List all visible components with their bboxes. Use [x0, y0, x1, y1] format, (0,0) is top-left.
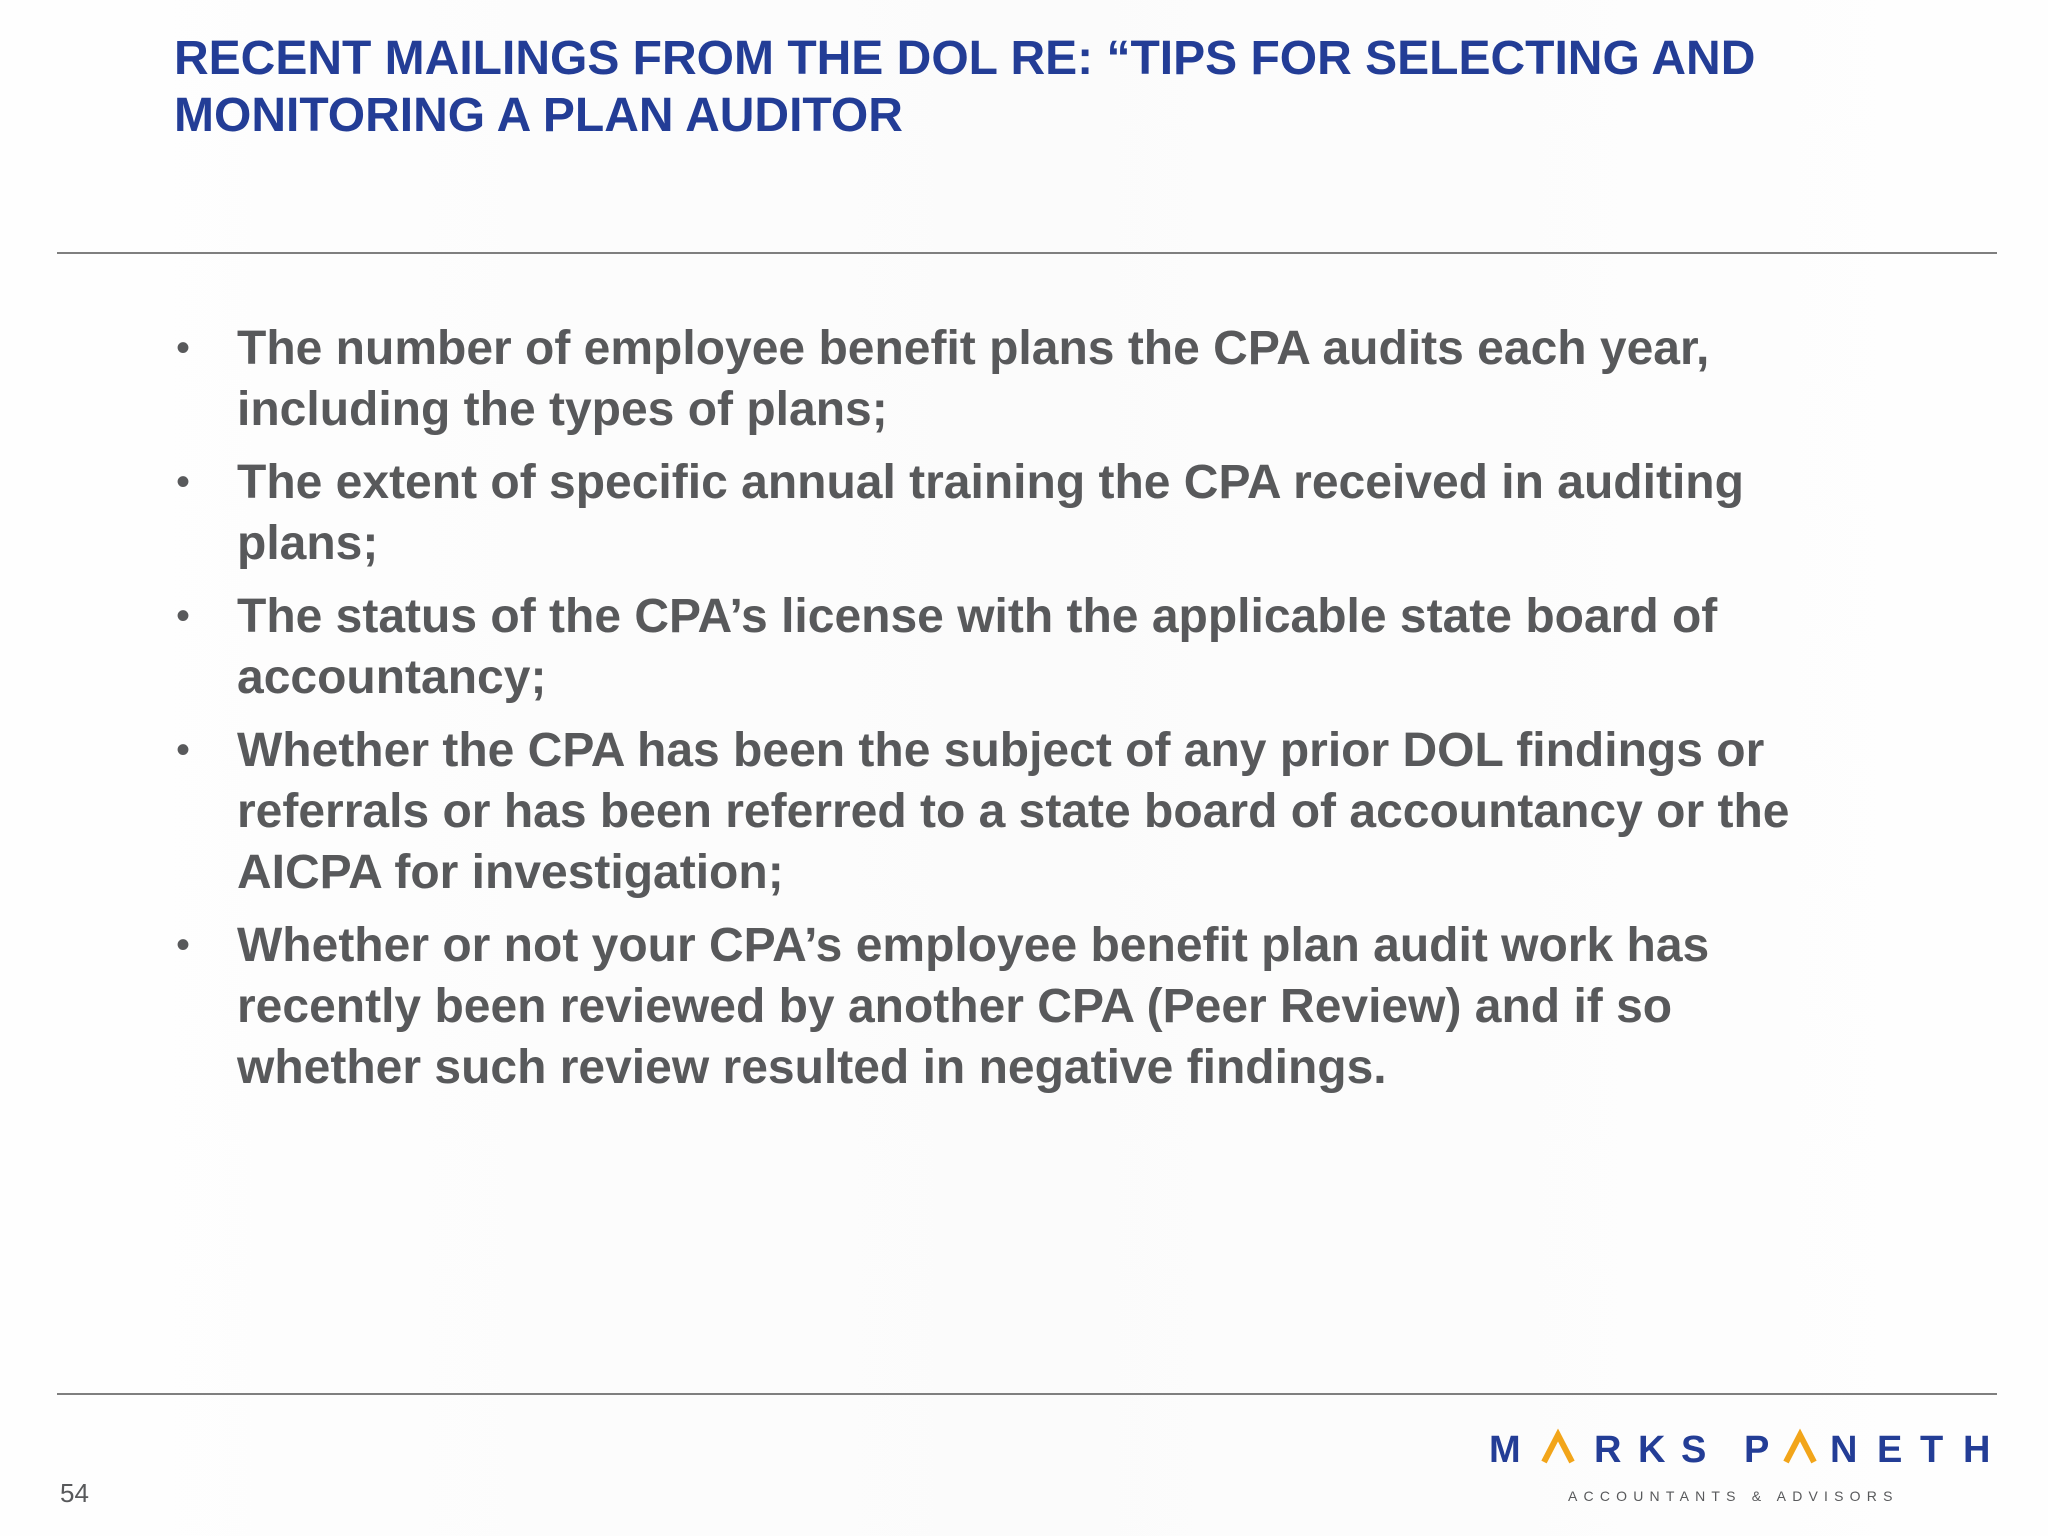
slide-title: [174, 30, 1974, 144]
logo-tagline: ACCOUNTANTS & ADVISORS: [1568, 1488, 1899, 1504]
bullet-item: [170, 915, 1950, 1098]
bullet-text-line: The number of employee benefit plans the CPA audits each year,: [237, 322, 1710, 375]
logo-letter: H: [1963, 1429, 1991, 1471]
logo-letter: T: [1920, 1429, 1944, 1471]
slide-title-line-1: RECENT MAILINGS FROM THE DOL RE: “TIPS FOR SELECTING AND: [174, 32, 1756, 85]
logo-letter: E: [1877, 1429, 1903, 1471]
bullet-text-line: AICPA for investigation;: [237, 846, 784, 899]
logo-letter: R: [1594, 1429, 1622, 1471]
bullet-icon: •: [176, 728, 191, 772]
bullet-item: [170, 586, 1950, 708]
bottom-divider: [57, 1393, 1997, 1395]
logo-graphic: [1486, 1422, 1996, 1512]
bullet-text-line: Whether the CPA has been the subject of any prior DOL findings or: [237, 724, 1765, 777]
logo-letter: K: [1638, 1429, 1666, 1471]
bullet-text-line: Whether or not your CPA’s employee benefit plan audit work has: [237, 919, 1710, 972]
top-divider: [57, 252, 1997, 254]
bullet-text-line: whether such review resulted in negative findings.: [237, 1041, 1387, 1094]
slide-title-line-2: MONITORING A PLAN AUDITOR: [174, 89, 903, 142]
bullet-text-line: The extent of specific annual training the CPA received in auditing: [237, 456, 1744, 509]
logo-letter: S: [1681, 1429, 1707, 1471]
bullet-icon: •: [176, 923, 191, 967]
bullet-item: [170, 720, 1950, 903]
logo-letter: M: [1489, 1429, 1521, 1471]
bullet-text-line: recently been reviewed by another CPA (Peer Review) and if so: [237, 980, 1673, 1033]
bullet-text-line: The status of the CPA’s license with the applicable state board of: [237, 590, 1718, 643]
bullet-text-line: plans;: [237, 517, 379, 570]
bullet-text-line: including the types of plans;: [237, 383, 888, 436]
bullet-icon: •: [176, 594, 191, 638]
bullet-text-line: accountancy;: [237, 651, 547, 704]
marks-paneth-logo: [1486, 1422, 1996, 1512]
bullet-icon: •: [176, 460, 191, 504]
bullet-icon: •: [176, 326, 191, 370]
bullet-item: [170, 452, 1950, 574]
logo-letter: N: [1830, 1429, 1858, 1471]
logo-chevron-icon: [1786, 1435, 1814, 1462]
page-number: 54: [60, 1478, 89, 1508]
logo-letter: P: [1744, 1429, 1770, 1471]
bullet-list: [170, 318, 1950, 1110]
bullet-item: [170, 318, 1950, 440]
logo-chevron-icon: [1544, 1435, 1572, 1462]
bullet-text-line: referrals or has been referred to a state board of accountancy or the: [237, 785, 1790, 838]
